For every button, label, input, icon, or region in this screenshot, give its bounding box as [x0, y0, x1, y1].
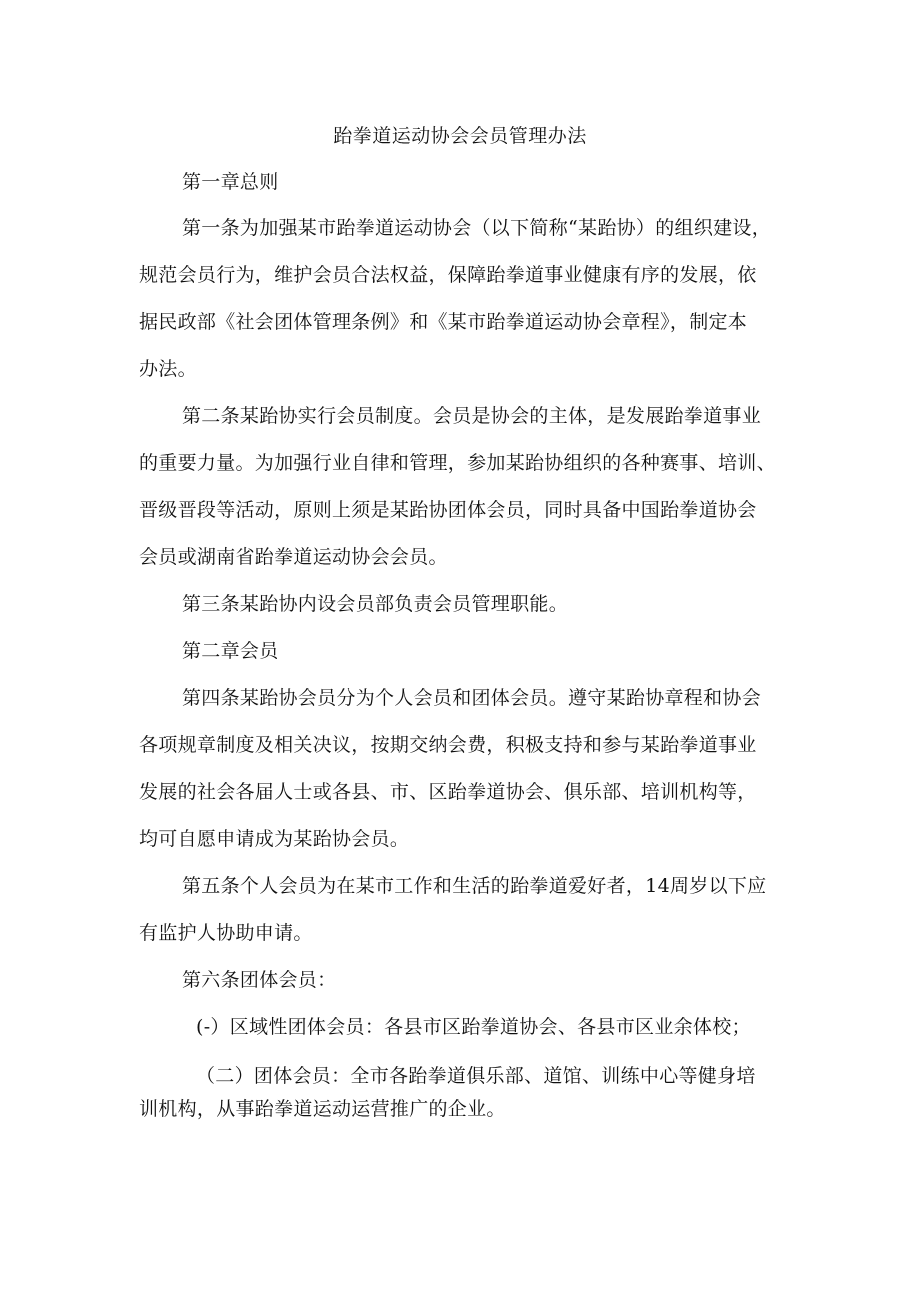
article-2-line-3: 晋级晋段等活动，原则上须是某跆协团体会员，同时具备中国跆拳道协会 — [139, 499, 757, 521]
article-6-item-2-line-2: 训机构，从事跆拳道运动运营推广的企业。 — [139, 1098, 506, 1120]
article-1-line-3: 据民政部《社会团体管理条例》和《某市跆拳道运动协会章程》，制定本 — [139, 311, 748, 333]
article-4-line-2: 各项规章制度及相关决议，按期交纳会费，积极支持和参与某跆拳道事业 — [139, 734, 757, 756]
article-6-item-1: (-）区域性团体会员：各县市区跆拳道协会、各县市区业余体校； — [196, 1016, 751, 1038]
article-1-line-1: 第一条为加强某市跆拳道运动协会（以下简称“某跆协）的组织建设， — [182, 217, 772, 239]
chapter-heading-2: 第二章会员 — [182, 640, 279, 662]
article-1-line-4: 办法。 — [139, 358, 197, 380]
chapter-heading-1: 第一章总则 — [182, 171, 279, 193]
article-4-line-4: 均可自愿申请成为某跆协会员。 — [139, 828, 410, 850]
article-6-item-2-line-1: （二）团体会员：全市各跆拳道俱乐部、道馆、训练中心等健身培 — [196, 1065, 756, 1087]
article-2-line-1: 第二条某跆协实行会员制度。会员是协会的主体，是发展跆拳道事业 — [182, 405, 762, 427]
article-5-line-1: 第五条个人会员为在某市工作和生活的跆拳道爱好者，14周岁以下应 — [182, 875, 767, 897]
article-2-line-2: 的重要力量。为加强行业自律和管理，参加某跆协组织的各种赛事、培训、 — [139, 452, 776, 474]
article-2-line-4: 会员或湖南省跆拳道运动协会会员。 — [139, 546, 448, 568]
article-1-line-2: 规范会员行为，维护会员合法权益，保障跆拳道事业健康有序的发展，依 — [139, 264, 757, 286]
article-6-line-1: 第六条团体会员： — [182, 969, 337, 991]
article-3-line-1: 第三条某跆协内设会员部负责会员管理职能。 — [182, 593, 569, 615]
document-title: 跆拳道运动协会会员管理办法 — [333, 125, 587, 147]
article-4-line-3: 发展的社会各届人士或各县、市、区跆拳道协会、俱乐部、培训机构等， — [139, 781, 757, 803]
article-5-line-2: 有监护人协助申请。 — [139, 922, 313, 944]
article-4-line-1: 第四条某跆协会员分为个人会员和团体会员。遵守某跆协章程和协会 — [182, 687, 762, 709]
